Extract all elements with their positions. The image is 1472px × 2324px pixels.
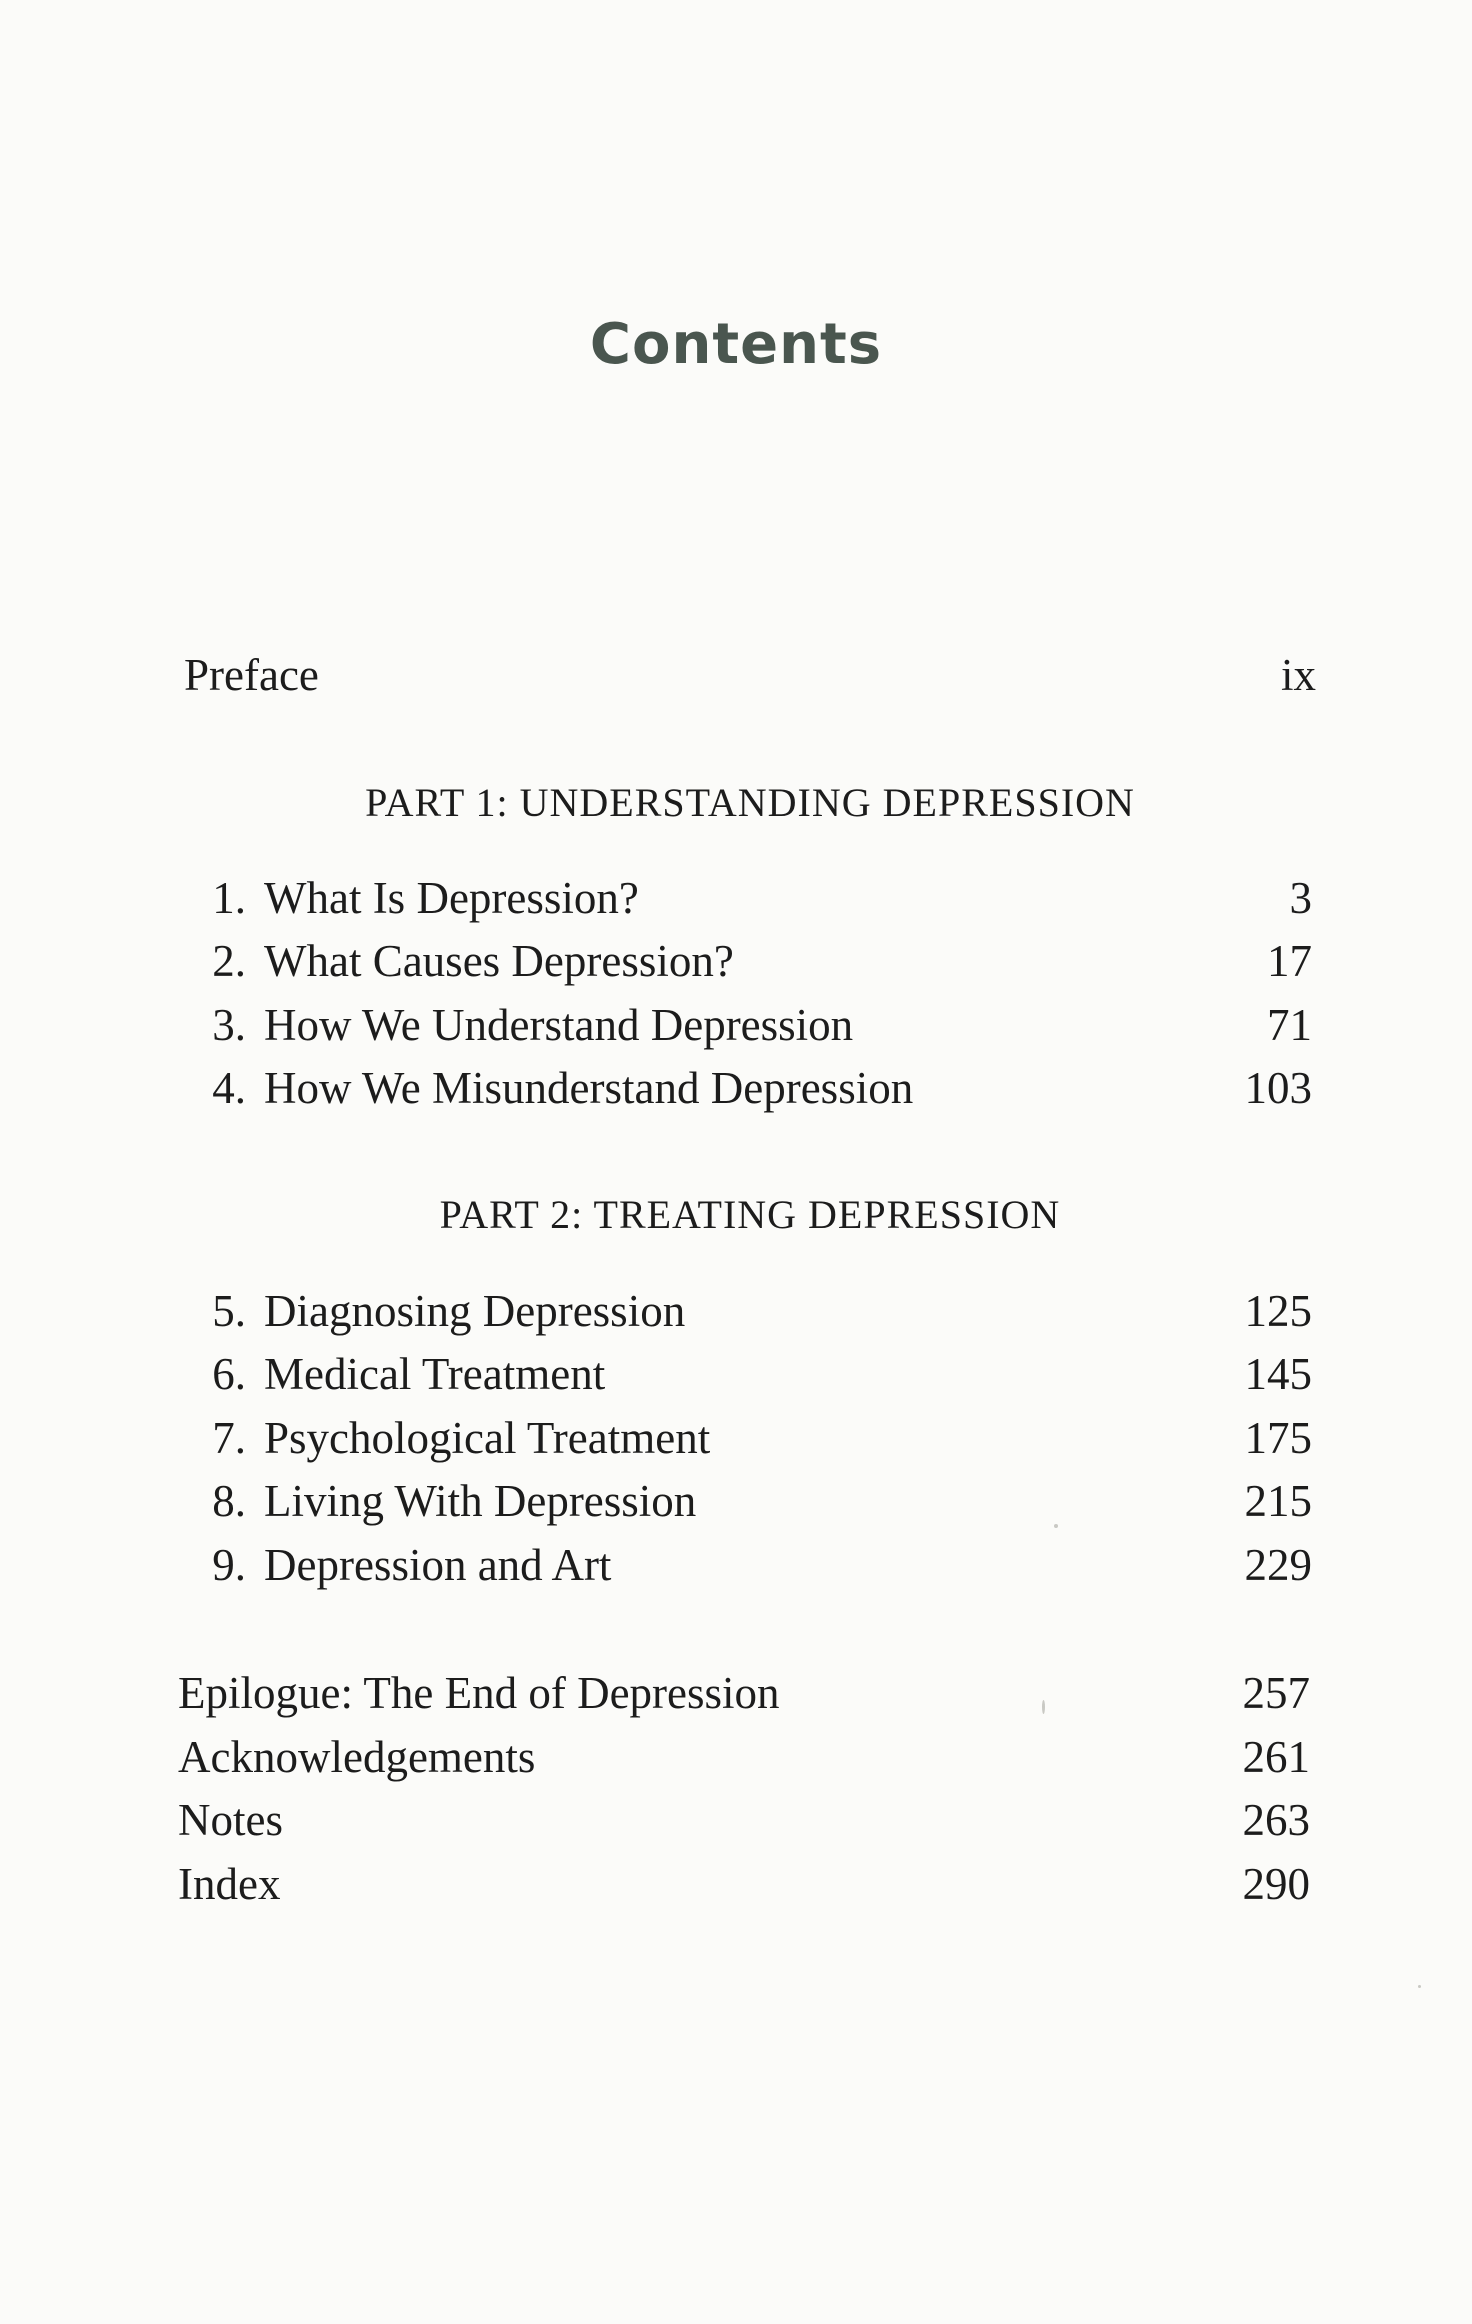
toc-entry-notes[interactable] bbox=[178, 1792, 1310, 1848]
chapter-page: 103 bbox=[1244, 1063, 1312, 1113]
scan-speck bbox=[1054, 1524, 1058, 1528]
toc-entry-page: 261 bbox=[1242, 1732, 1310, 1782]
chapter-title: What Is Depression? bbox=[264, 873, 639, 923]
chapter-number: 5. bbox=[212, 1286, 246, 1336]
toc-entry-page: 290 bbox=[1242, 1859, 1310, 1909]
chapter-page: 17 bbox=[1267, 936, 1312, 986]
chapter-page: 145 bbox=[1244, 1349, 1312, 1399]
chapter-page: 71 bbox=[1267, 1000, 1312, 1050]
toc-entry-acknowledgements[interactable] bbox=[178, 1729, 1310, 1785]
chapter-number: 6. bbox=[212, 1349, 246, 1399]
toc-entry-chapter-3[interactable] bbox=[196, 997, 1312, 1053]
toc-entry-chapter-2[interactable] bbox=[196, 933, 1312, 989]
chapter-title: How We Understand Depression bbox=[264, 1000, 854, 1050]
chapter-number: 9. bbox=[212, 1540, 246, 1590]
chapter-page: 215 bbox=[1244, 1476, 1312, 1526]
scan-speck bbox=[1418, 1985, 1421, 1988]
toc-entry-chapter-7[interactable] bbox=[196, 1410, 1312, 1466]
toc-entry-chapter-8[interactable] bbox=[196, 1473, 1312, 1529]
chapter-title: Medical Treatment bbox=[264, 1349, 606, 1399]
chapter-number: 4. bbox=[212, 1063, 246, 1113]
toc-entry-label: Index bbox=[178, 1859, 281, 1909]
toc-entry-index[interactable] bbox=[178, 1856, 1310, 1912]
chapter-page: 229 bbox=[1244, 1540, 1312, 1590]
part-2-heading: PART 2: TREATING DEPRESSION bbox=[439, 1192, 1061, 1237]
toc-entry-chapter-5[interactable] bbox=[196, 1283, 1312, 1339]
page-title: Contents bbox=[589, 312, 883, 377]
toc-entry-chapter-1[interactable] bbox=[196, 870, 1312, 926]
chapter-number: 8. bbox=[212, 1476, 246, 1526]
toc-entry-page: ix bbox=[1280, 650, 1316, 700]
chapter-title: Living With Depression bbox=[264, 1476, 697, 1526]
chapter-title: Depression and Art bbox=[264, 1540, 612, 1590]
toc-entry-epilogue[interactable] bbox=[178, 1665, 1310, 1721]
toc-entry-chapter-6[interactable] bbox=[196, 1346, 1312, 1402]
toc-entry-chapter-9[interactable] bbox=[196, 1537, 1312, 1593]
chapter-title: How We Misunderstand Depression bbox=[264, 1063, 914, 1113]
toc-entry-page: 257 bbox=[1242, 1668, 1310, 1718]
chapter-title: Psychological Treatment bbox=[264, 1413, 711, 1463]
scan-speck bbox=[1042, 1700, 1045, 1714]
chapter-page: 175 bbox=[1244, 1413, 1312, 1463]
toc-entry-chapter-4[interactable] bbox=[196, 1060, 1312, 1116]
toc-entry-page: 263 bbox=[1242, 1795, 1310, 1845]
toc-entry-label: Acknowledgements bbox=[178, 1732, 536, 1782]
chapter-title: What Causes Depression? bbox=[264, 936, 734, 986]
chapter-page: 125 bbox=[1244, 1286, 1312, 1336]
chapter-number: 7. bbox=[212, 1413, 246, 1463]
chapter-number: 3. bbox=[212, 1000, 246, 1050]
chapter-page: 3 bbox=[1289, 873, 1312, 923]
chapter-number: 2. bbox=[212, 936, 246, 986]
toc-entry-label: Epilogue: The End of Depression bbox=[178, 1668, 780, 1718]
chapter-number: 1. bbox=[212, 873, 246, 923]
part-1-heading: PART 1: UNDERSTANDING DEPRESSION bbox=[365, 780, 1135, 825]
toc-entry-label: Preface bbox=[184, 650, 319, 700]
chapter-title: Diagnosing Depression bbox=[264, 1286, 686, 1336]
toc-entry-preface[interactable] bbox=[184, 647, 1316, 703]
toc-entry-label: Notes bbox=[178, 1795, 283, 1845]
